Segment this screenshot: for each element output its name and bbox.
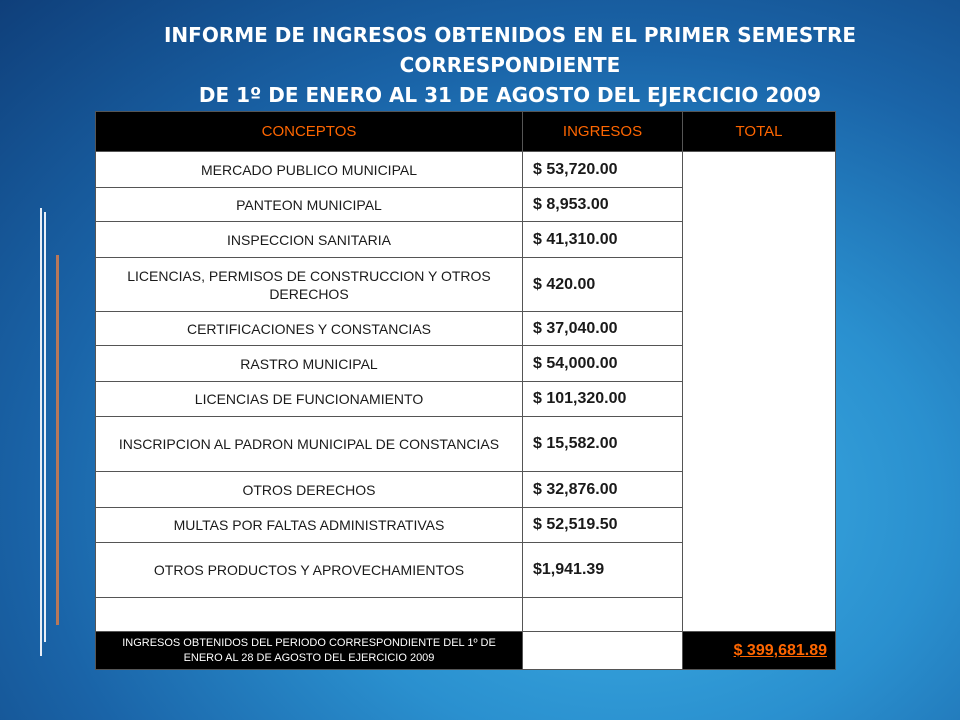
row-concept: INSPECCION SANITARIA xyxy=(96,222,523,258)
row-amount: $1,941.39 xyxy=(523,543,683,598)
row-amount: $ 54,000.00 xyxy=(523,346,683,382)
row-concept: MERCADO PUBLICO MUNICIPAL xyxy=(96,152,523,188)
table-footer-row xyxy=(96,632,836,670)
row-concept-empty xyxy=(96,598,523,632)
row-amount: $ 15,582.00 xyxy=(523,417,683,472)
footer-label: INGRESOS OBTENIDOS DEL PERIODO CORRESPONDIENTE DEL 1º DE ENERO AL 28 DE AGOSTO DEL EJERCICIO 2009 xyxy=(96,632,523,670)
row-amount: $ 37,040.00 xyxy=(523,312,683,346)
row-concept: OTROS PRODUCTOS Y APROVECHAMIENTOS xyxy=(96,543,523,598)
row-concept: PANTEON MUNICIPAL xyxy=(96,188,523,222)
header-income: INGRESOS xyxy=(523,112,683,152)
decorative-line-left xyxy=(40,208,42,656)
title-line-1: INFORME DE INGRESOS OBTENIDOS EN EL PRIMER SEMESTRE CORRESPONDIENTE xyxy=(163,23,857,77)
row-amount: $ 8,953.00 xyxy=(523,188,683,222)
footer-empty-cell xyxy=(523,632,683,670)
header-concepts: CONCEPTOS xyxy=(96,112,523,152)
header-total: TOTAL xyxy=(683,112,836,152)
row-amount: $ 53,720.00 xyxy=(523,152,683,188)
row-amount: $ 52,519.50 xyxy=(523,508,683,543)
row-concept: MULTAS POR FALTAS ADMINISTRATIVAS xyxy=(96,508,523,543)
row-concept: CERTIFICACIONES Y CONSTANCIAS xyxy=(96,312,523,346)
row-amount: $ 41,310.00 xyxy=(523,222,683,258)
row-concept: RASTRO MUNICIPAL xyxy=(96,346,523,382)
title-line-2: DE 1º DE ENERO AL 31 DE AGOSTO DEL EJERCICIO 2009 xyxy=(198,83,822,107)
row-concept: LICENCIAS DE FUNCIONAMIENTO xyxy=(96,382,523,417)
total-column-cell xyxy=(683,152,836,632)
row-amount-empty xyxy=(523,598,683,632)
decorative-line-orange xyxy=(56,255,59,625)
decorative-line-left-2 xyxy=(44,212,46,642)
income-table xyxy=(95,111,836,670)
row-concept: INSCRIPCION AL PADRON MUNICIPAL DE CONSTANCIAS xyxy=(96,417,523,472)
table-row xyxy=(96,152,836,188)
slide-title xyxy=(60,20,960,110)
row-concept: LICENCIAS, PERMISOS DE CONSTRUCCION Y OTROS DERECHOS xyxy=(96,258,523,312)
grand-total-value: $ 399,681.89 xyxy=(683,632,836,670)
row-amount: $ 420.00 xyxy=(523,258,683,312)
row-concept: OTROS DERECHOS xyxy=(96,472,523,508)
table-header-row xyxy=(96,112,836,152)
row-amount: $ 101,320.00 xyxy=(523,382,683,417)
row-amount: $ 32,876.00 xyxy=(523,472,683,508)
